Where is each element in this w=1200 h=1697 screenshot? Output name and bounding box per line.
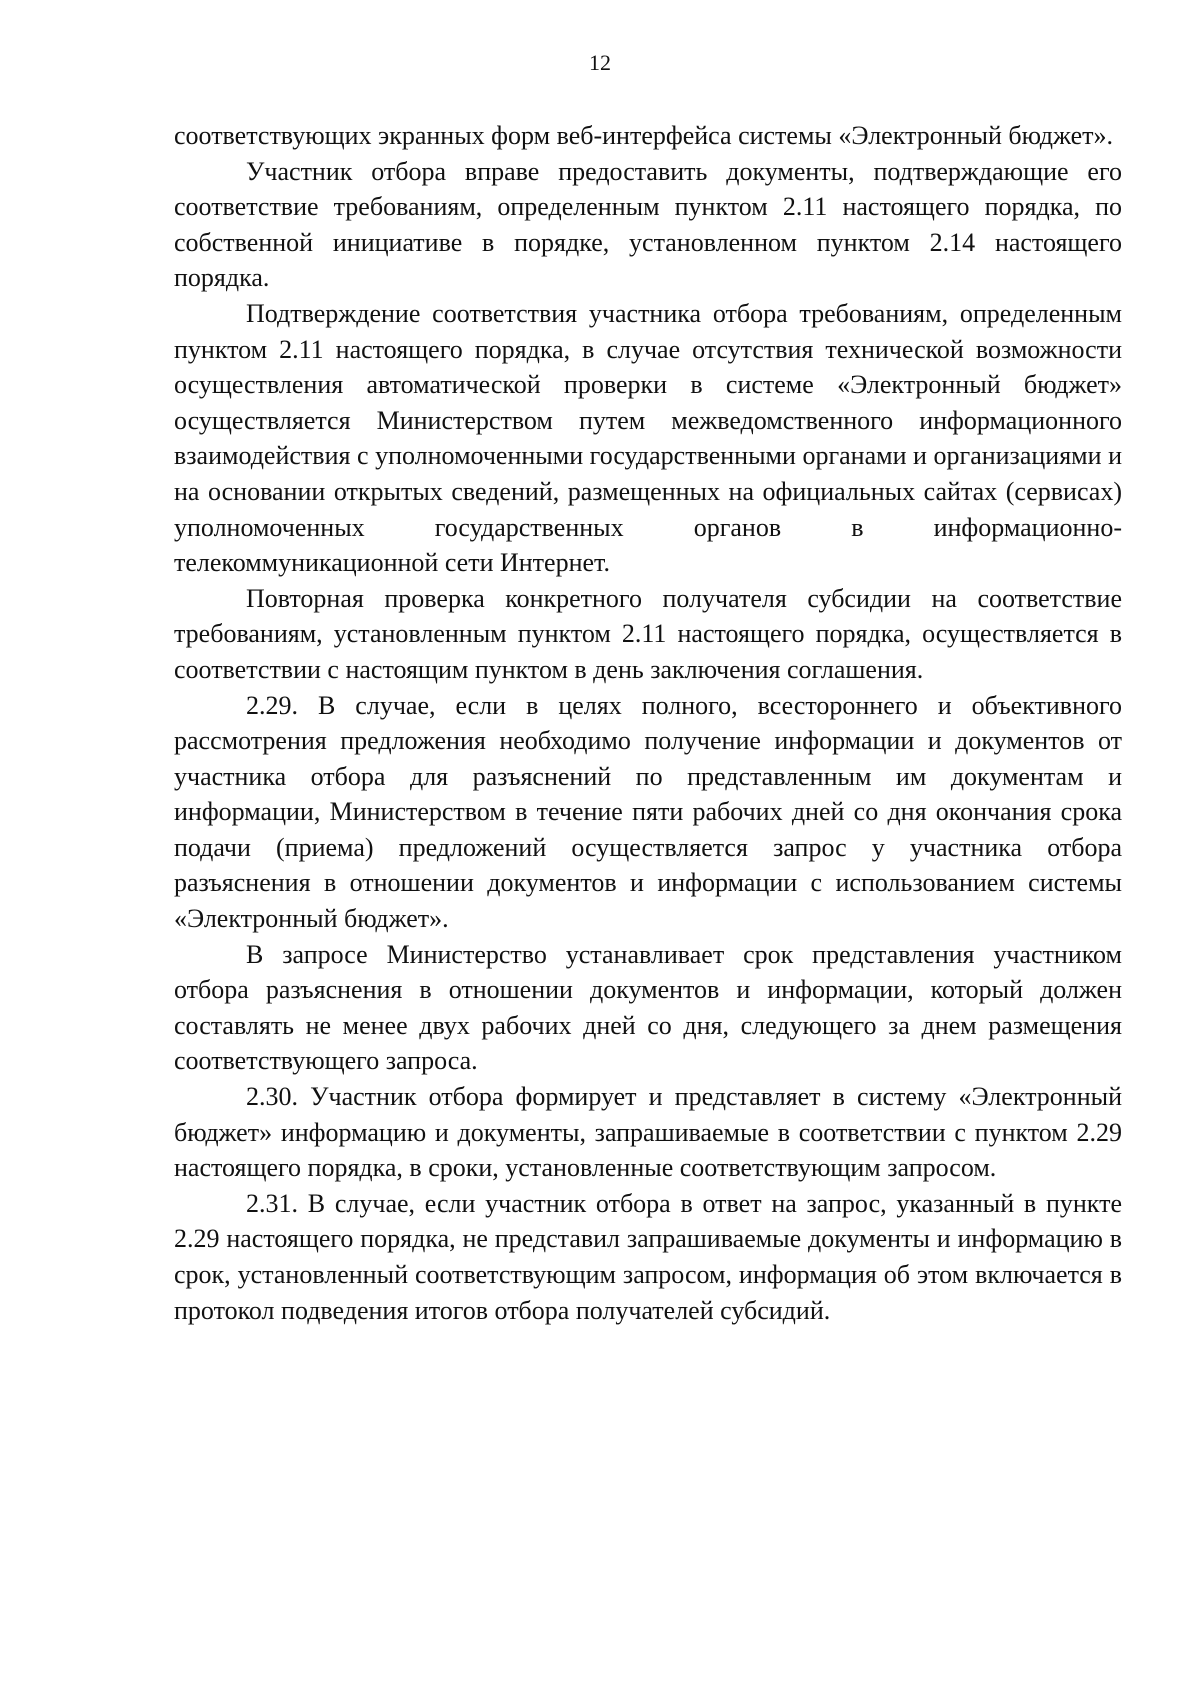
paragraph-2-29: 2.29. В случае, если в целях полного, всестороннего и объективного рассмотрения предложения необходимо получение информации и документов от участника отбора для разъяснений по представленным им документам и информации, Министерством в течение пяти рабочих дней со дня окончания срока подачи (приема) предложений осуществляется запрос у участника отбора разъяснения в отношении документов и информации с использованием системы «Электронный бюджет». [174, 690, 1122, 934]
paragraph-right-to-submit: Участник отбора вправе предоставить документы, подтверждающие его соответствие требованиям, определенным пунктом 2.11 настоящего порядка, по собственной инициативе в порядке, установленном пунктом 2.14 настоящего порядка. [174, 156, 1122, 293]
paragraph-2-31: 2.31. В случае, если участник отбора в ответ на запрос, указанный в пункте 2.29 настоящего порядка, не представил запрашиваемые документы и информацию в срок, установленный соответствующим запросом, информация об этом включается в протокол подведения итогов отбора получателей субсидий. [174, 1188, 1122, 1325]
paragraph-repeat-check: Повторная проверка конкретного получателя субсидии на соответствие требованиям, установленным пунктом 2.11 настоящего порядка, осуществляется в соответствии с настоящим пунктом в день заключения соглашения. [174, 583, 1122, 684]
paragraph-request-deadline: В запросе Министерство устанавливает срок представления участником отбора разъяснения в отношении документов и информации, который должен составлять не менее двух рабочих дней со дня, следующего за днем размещения соответствующего запроса. [174, 939, 1122, 1076]
page-number: 12 [589, 50, 611, 75]
paragraph-2-30: 2.30. Участник отбора формирует и представляет в систему «Электронный бюджет» информацию и документы, запрашиваемые в соответствии с пунктом 2.29 настоящего порядка, в сроки, установленные соответствующим запросом. [174, 1082, 1122, 1183]
paragraph-conformity-confirmation: Подтверждение соответствия участника отбора требованиям, определенным пунктом 2.11 настоящего порядка, в случае отсутствия технической возможности осуществления автоматической проверки в системе «Электронный бюджет» осуществляется Министерством путем межведомственного информационного взаимодействия с уполномоченными государственными органами и организациями и на основании открытых сведений, размещенных на официальных сайтах (сервисах) уполномоченных государственных органов в информационно-телекоммуникационной сети Интернет. [174, 298, 1122, 578]
document-body [174, 118, 1122, 1328]
paragraph-continuation: соответствующих экранных форм веб-интерфейса системы «Электронный бюджет». [174, 121, 1113, 150]
